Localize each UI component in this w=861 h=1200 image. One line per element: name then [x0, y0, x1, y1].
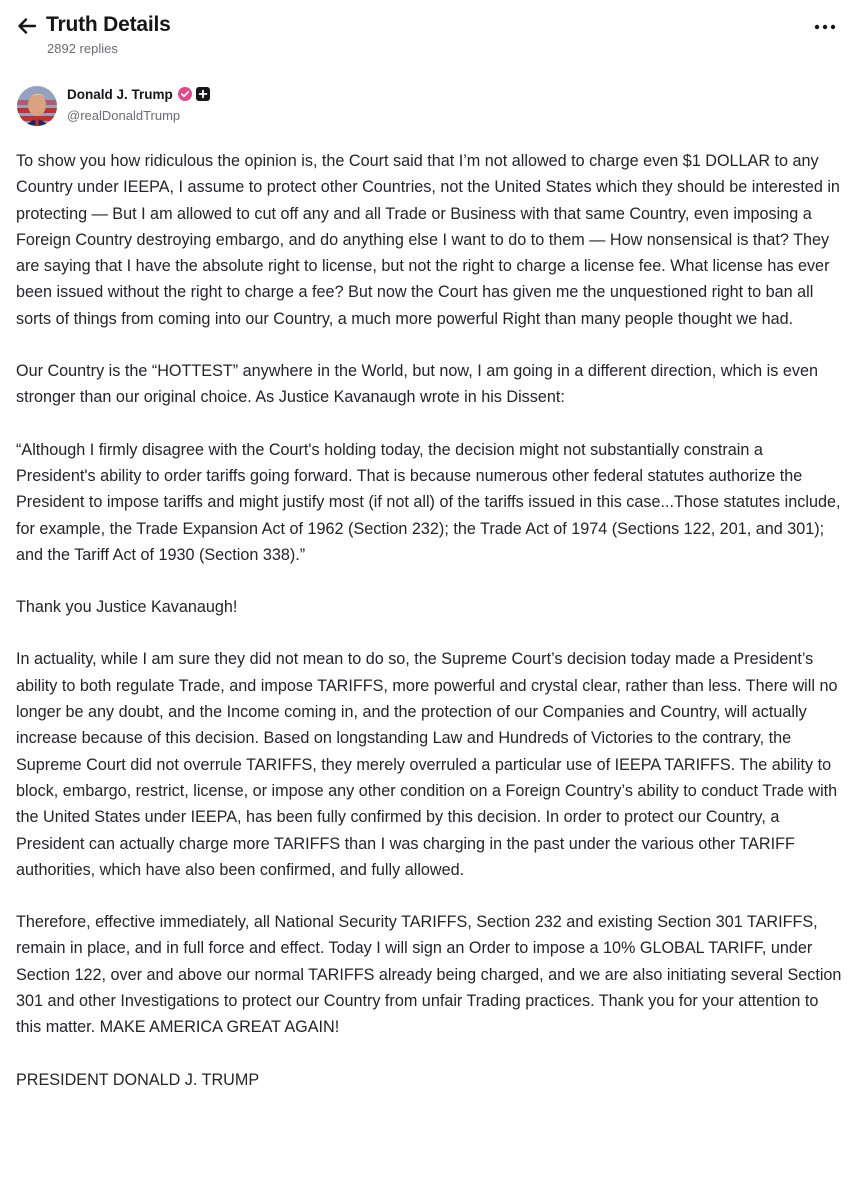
author-name[interactable]: Donald J. Trump — [67, 87, 173, 102]
author-name-row[interactable] — [67, 87, 210, 102]
post-body — [16, 148, 846, 1119]
post-paragraph: In actuality, while I am sure they did not mean to do so, the Supreme Court’s decision today made a President’s ability to both regulate Trade, and impose TARIFFS, more powerful and crystal clear, rather than less. There will no longer be any doubt, and the Income coming in, and the protection of our Companies and Country, will actually increase because of this decision. Based on longstanding Law and Hundreds of Victories to the contrary, the Supreme Court did not overrule TARIFFS, they merely overruled a particular use of IEEPA TARIFFS. The ability to block, embargo, restrict, license, or impose any other condition on a Foreign Country’s ability to conduct Trade with the United States under IEEPA, has been fully confirmed by this decision. In order to protect our Country, a President can actually charge more TARIFFS than I was charging in the past under the various other TARIFF authorities, which have also been confirmed, and fully allowed. — [16, 650, 838, 879]
post-author[interactable] — [17, 86, 617, 130]
back-button[interactable] — [14, 13, 40, 39]
top-bar — [0, 0, 861, 62]
avatar-image — [17, 86, 57, 126]
avatar[interactable] — [17, 86, 57, 126]
post-paragraph: Therefore, effective immediately, all National Security TARIFFS, Section 232 and existing Section 301 TARIFFS, remain in place, and in full force and effect. Today I will sign an Order to impose a 10% GLOBAL TARIFF, under Section 122, over and above our normal TARIFFS already being charged, and we are also initiating several Section 301 and other Investigations to protect our Country from unfair Trading practices. Thank you for your attention to this matter. MAKE AMERICA GREAT AGAIN! — [16, 913, 842, 1037]
more-options-button[interactable] — [811, 16, 839, 36]
plus-badge-icon — [196, 87, 210, 101]
post-signature: PRESIDENT DONALD J. TRUMP — [16, 1070, 260, 1089]
post-paragraph: Our Country is the “HOTTEST” anywhere in the World, but now, I am going in a different direction, which is even stronger than our original choice. As Justice Kavanaugh wrote in his Dissent: — [16, 362, 818, 407]
page-title: Truth Details — [46, 13, 171, 36]
post-paragraph: “Although I firmly disagree with the Court's holding today, the decision might not substantially constrain a President's ability to order tariffs going forward. That is because numerous other federal statutes authorize the President to impose tariffs and might justify most (if not all) of the tariffs issued in this case...Those statutes include, for example, the Trade Expansion Act of 1962 (Section 232); the Trade Act of 1974 (Sections 122, 201, and 301); and the Tariff Act of 1930 (Section 338).” — [16, 440, 841, 564]
more-horizontal-icon — [811, 16, 839, 36]
post-paragraph: Thank you Justice Kavanaugh! — [16, 598, 238, 617]
author-handle[interactable]: @realDonaldTrump — [67, 108, 181, 123]
reply-count: 2892 replies — [47, 41, 118, 56]
post-paragraph: To show you how ridiculous the opinion is, the Court said that I’m not allowed to charge even $1 DOLLAR to any Country under IEEPA, I assume to protect other Countries, not the United States which they should be interested in protecting — But I am allowed to cut off any and all Trade or Business with that same Country, even imposing a Foreign Country destroying embargo, and do anything else I want to do to them — How nonsensical is that? They are saying that I have the absolute right to license, but not the right to charge a license fee. What license has ever been issued without the right to charge a fee? But now the Court has given me the unquestioned right to ban all sorts of things from coming into our Country, a much more powerful Right than many people thought we had. — [16, 152, 840, 328]
arrow-left-icon — [14, 13, 40, 39]
verified-badge-icon — [178, 87, 192, 101]
